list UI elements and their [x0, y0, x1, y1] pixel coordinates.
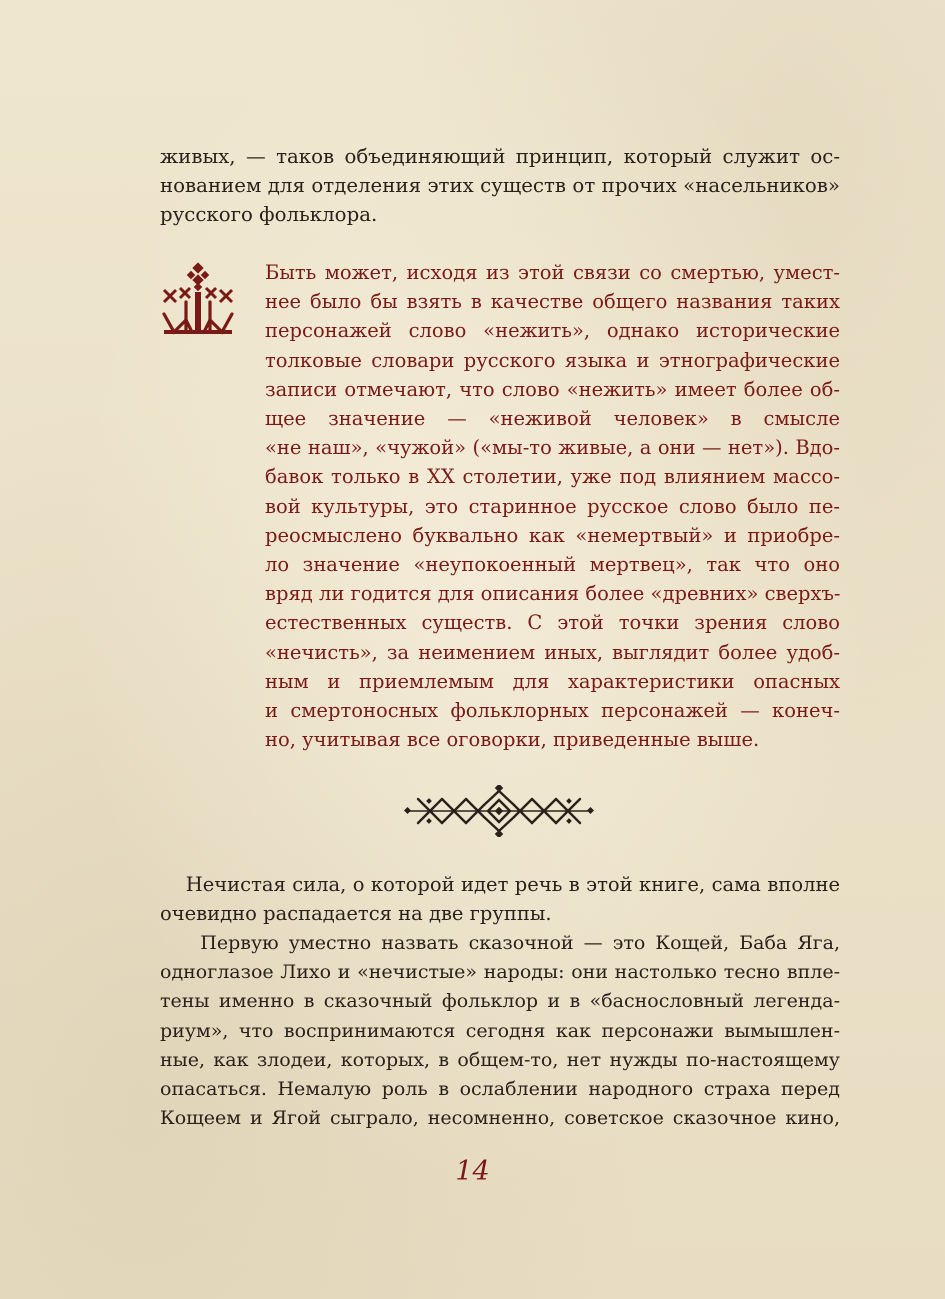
text-line: записи отмечают, что слово «нежить» имеет более об-: [265, 377, 840, 401]
highlighted-quote-paragraph: [265, 258, 840, 754]
text-line: одноглазое Лихо и «нечистые» народы: они настолько тесно впле-: [160, 961, 840, 984]
text-line: бавок только в XX столетии, уже под влиянием массо-: [265, 465, 840, 489]
text-line: толковые словари русского языка и этнографические: [265, 348, 840, 372]
text-line: ные, как злодеи, которых, в общем-то, нет нужды по-настоящему: [160, 1048, 840, 1071]
text-line: Первую уместно назвать сказочной — это Кощей, Баба Яга,: [160, 932, 840, 954]
page-number: 14: [455, 1156, 490, 1187]
text-line: ным и приемлемым для характеристики опасных: [265, 669, 840, 693]
text-line: риум», что воспринимаются сегодня как персонажи вымышлен-: [160, 1019, 840, 1042]
text-line: Быть может, исходя из этой связи со смертью, умест-: [265, 261, 840, 284]
folk-tree-ornament-icon: [160, 262, 236, 338]
paragraph-1: [160, 870, 840, 928]
text-line: «не наш», «чужой» («мы-то живые, а они — нет»). Вдо-: [265, 436, 840, 460]
text-line: щее значение — «неживой человек» в смысле: [265, 407, 840, 431]
text-line: вой культуры, это старинное русское слово было пе-: [265, 494, 840, 518]
text-line: опасаться. Немалую роль в ослаблении народного страха перед: [160, 1078, 840, 1101]
text-line: реосмыслено буквально как «немертвый» и приобре-: [265, 523, 840, 547]
text-line: персонажей слово «нежить», однако исторические: [265, 319, 840, 343]
text-line: Нечистая сила, о которой идет речь в этой книге, сама вполне: [160, 873, 840, 896]
text-line: очевидно распадается на две группы.: [160, 902, 552, 926]
text-line: и смертоносных фольклорных персонажей — конеч-: [265, 699, 840, 723]
text-line: ло значение «неупокоенный мертвец», так что оно: [265, 553, 840, 577]
text-line: нованием для отделения этих существ от прочих «насельников»: [160, 174, 840, 198]
text-line: естественных существ. С этой точки зрения слово: [265, 611, 840, 635]
text-line: нее было бы взять в качестве общего названия таких: [265, 290, 840, 314]
paragraph-2: [160, 929, 840, 1133]
text-line: тены именно в сказочный фольклор и в «баснословный легенда-: [160, 990, 840, 1013]
folk-rhombus-divider-icon: [404, 785, 594, 837]
paragraph-top: [160, 142, 840, 230]
text-line: «нечисть», за неимением иных, выглядит более удоб-: [265, 640, 840, 664]
text-line: вряд ли годится для описания более «древних» сверхъ-: [265, 582, 841, 606]
text-line: Кощеем и Ягой сыграло, несомненно, советское сказочное кино,: [160, 1107, 840, 1130]
text-line: живых, — таков объединяющий принцип, который служит ос-: [160, 145, 840, 168]
text-line: но, учитывая все оговорки, приведенные выше.: [265, 728, 760, 752]
text-line: русского фольклора.: [160, 203, 378, 227]
